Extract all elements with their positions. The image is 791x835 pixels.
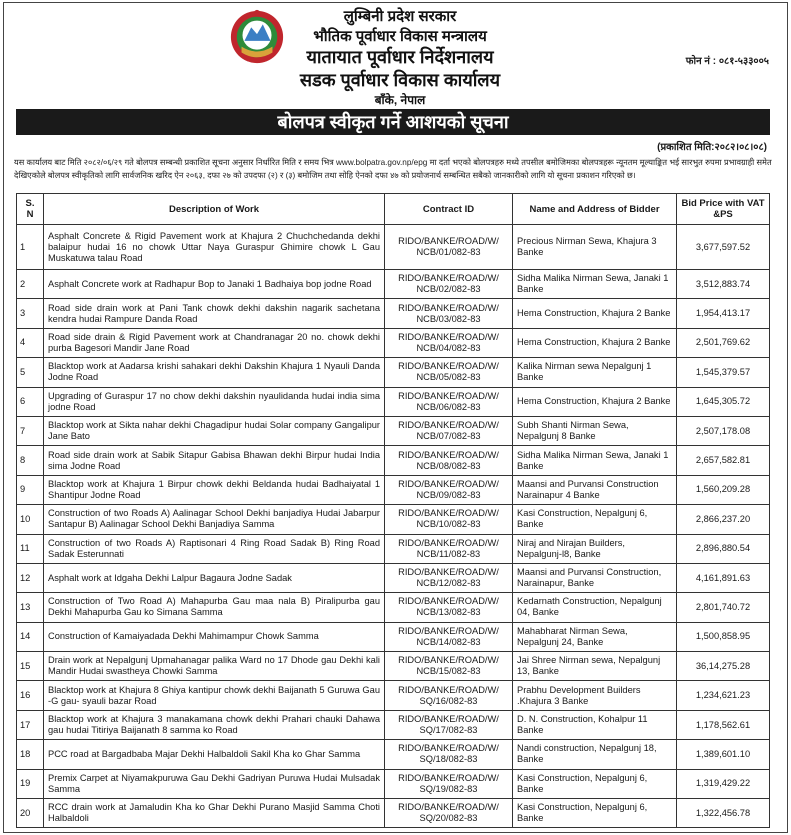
notice-title-banner: बोलपत्र स्वीकृत गर्ने आशयको सूचना [16, 109, 770, 135]
cell-sn: 9 [17, 475, 44, 504]
cell-description: Construction of two Roads A) Aalinagar School Dekhi banjadiya Hudai Jabarpur Santapur B) Aalinagar School Dekhi Banjadiya Samma [44, 505, 385, 534]
cell-contract-id: RIDO/BANKE/ROAD/W/ SQ/19/082-83 [385, 769, 513, 798]
cell-bid-price: 1,234,621.23 [677, 681, 770, 710]
cell-bid-price: 1,500,858.95 [677, 622, 770, 651]
cell-sn: 17 [17, 710, 44, 739]
header-ministry: भौतिक पूर्वाधार विकास मन्त्रालय [313, 28, 487, 45]
cell-bid-price: 4,161,891.63 [677, 563, 770, 592]
cell-bidder: D. N. Construction, Kohalpur 11 Banke [513, 710, 677, 739]
cell-contract-id: RIDO/BANKE/ROAD/W/ NCB/15/082-83 [385, 652, 513, 681]
cell-bidder: Kedarnath Construction, Nepalgunj 04, Banke [513, 593, 677, 622]
cell-contract-id: RIDO/BANKE/ROAD/W/ NCB/11/082-83 [385, 534, 513, 563]
cell-description: Blacktop work at Aadarsa krishi sahakari dekhi Dakshin Khajura 1 Nyauli Danda Jodne Road [44, 358, 385, 387]
cell-bid-price: 1,322,456.78 [677, 799, 770, 828]
cell-sn: 8 [17, 446, 44, 475]
header-location: बाँके, नेपाल [374, 93, 426, 107]
bid-acceptance-table [16, 193, 770, 828]
cell-sn: 16 [17, 681, 44, 710]
cell-bid-price: 36,14,275.28 [677, 652, 770, 681]
table-row [17, 652, 770, 681]
cell-description: Construction of Two Road A) Mahapurba Gau maa nala B) Piralipurba gau Dekhi Mahapurba Gau ko Simana Samma [44, 593, 385, 622]
cell-sn: 4 [17, 328, 44, 357]
cell-contract-id: RIDO/BANKE/ROAD/W/ NCB/13/082-83 [385, 593, 513, 622]
cell-description: Blacktop work at Khajura 8 Ghiya kantipur chowk dekhi Baijanath 5 Guruwa Gau -G gau- syauli bazar Road [44, 681, 385, 710]
cell-contract-id: RIDO/BANKE/ROAD/W/ NCB/02/082-83 [385, 270, 513, 299]
cell-bid-price: 1,389,601.10 [677, 740, 770, 769]
cell-description: Premix Carpet at Niyamakpuruwa Gau Dekhi Gadriyan Puruwa Hudai Mulsadak Samma [44, 769, 385, 798]
cell-contract-id: RIDO/BANKE/ROAD/W/ SQ/17/082-83 [385, 710, 513, 739]
cell-contract-id: RIDO/BANKE/ROAD/W/ SQ/20/082-83 [385, 799, 513, 828]
cell-description: Construction of Kamaiyadada Dekhi Mahimampur Chowk Samma [44, 622, 385, 651]
cell-bidder: Hema Construction, Khajura 2 Banke [513, 387, 677, 416]
table-row [17, 710, 770, 739]
cell-bidder: Kasi Construction, Nepalgunj 6, Banke [513, 799, 677, 828]
cell-bidder: Precious Nirman Sewa, Khajura 3 Banke [513, 225, 677, 270]
cell-sn: 12 [17, 563, 44, 592]
cell-description: Blacktop work at Khajura 1 Birpur chowk dekhi Beldanda hudai Badhaiyatal 1 Shantipur Jodne Road [44, 475, 385, 504]
cell-sn: 13 [17, 593, 44, 622]
cell-bidder: Kasi Construction, Nepalgunj 6, Banke [513, 769, 677, 798]
cell-contract-id: RIDO/BANKE/ROAD/W/ NCB/04/082-83 [385, 328, 513, 357]
cell-description: Road side drain & Rigid Pavement work at Chandranagar 20 no. chowk dekhi purba Bagesori Mandir Jane Road [44, 328, 385, 357]
cell-sn: 19 [17, 769, 44, 798]
cell-bidder: Subh Shanti Nirman Sewa, Nepalgunj 8 Banke [513, 416, 677, 445]
header-bidder: Name and Address of Bidder [513, 194, 677, 225]
cell-bidder: Mahabharat Nirman Sewa, Nepalgunj 24, Banke [513, 622, 677, 651]
table-row [17, 475, 770, 504]
cell-contract-id: RIDO/BANKE/ROAD/W/ NCB/06/082-83 [385, 387, 513, 416]
cell-bidder: Kalika Nirman sewa Nepalgunj 1 Banke [513, 358, 677, 387]
cell-sn: 7 [17, 416, 44, 445]
cell-bidder: Maansi and Purvansi Construction, Narainapur, Banke [513, 563, 677, 592]
cell-bidder: Maansi and Purvansi Construction Narainapur 4 Banke [513, 475, 677, 504]
cell-bidder: Hema Construction, Khajura 2 Banke [513, 299, 677, 328]
header-contract-id: Contract ID [385, 194, 513, 225]
header-bid-price: Bid Price with VAT &PS [677, 194, 770, 225]
phone-number: फोन नं : ०८१-५३३००५ [685, 56, 769, 67]
cell-contract-id: RIDO/BANKE/ROAD/W/ NCB/10/082-83 [385, 505, 513, 534]
cell-description: Drain work at Nepalgunj Upmahanagar palika Ward no 17 Dhode gau Dekhi kali Mandir Hudai swastheya Chowki Samma [44, 652, 385, 681]
cell-description: Asphalt Concrete work at Radhapur Bop to Janaki 1 Badhaiya bop jodne Road [44, 270, 385, 299]
header-province: लुम्बिनी प्रदेश सरकार [343, 8, 457, 25]
cell-sn: 15 [17, 652, 44, 681]
cell-description: RCC drain work at Jamaludin Kha ko Ghar Dekhi Purano Masjid Samma Choti Halbaldoli [44, 799, 385, 828]
cell-sn: 3 [17, 299, 44, 328]
cell-sn: 2 [17, 270, 44, 299]
header-directorate: यातायात पूर्वाधार निर्देशनालय [306, 47, 494, 67]
cell-bid-price: 3,677,597.52 [677, 225, 770, 270]
cell-description: Asphalt work at Idgaha Dekhi Lalpur Bagaura Jodne Sadak [44, 563, 385, 592]
table-row [17, 225, 770, 270]
table-row [17, 563, 770, 592]
cell-description: Road side drain work at Pani Tank chowk dekhi dakshin nagarik sachetana kendra hudai Rampure Danda Road [44, 299, 385, 328]
cell-bid-price: 1,645,305.72 [677, 387, 770, 416]
cell-bidder: Sidha Malika Nirman Sewa, Janaki 1 Banke [513, 270, 677, 299]
cell-bid-price: 2,801,740.72 [677, 593, 770, 622]
cell-description: Blacktop work at Sikta nahar dekhi Chagadipur hudai Solar company Gangalipur Jane Bato [44, 416, 385, 445]
cell-bid-price: 2,657,582.81 [677, 446, 770, 475]
cell-description: Asphalt Concrete & Rigid Pavement work at Khajura 2 Chuchchedanda dekhi balaipur hudai 16 no chowk Uttar Naya Guraspur Ghimire chowk L Gau Muskatuwa talau Road [44, 225, 385, 270]
cell-description: PCC road at Bargadbaba Majar Dekhi Halbaldoli Sakil Kha ko Ghar Samma [44, 740, 385, 769]
cell-bid-price: 1,545,379.57 [677, 358, 770, 387]
cell-bid-price: 2,896,880.54 [677, 534, 770, 563]
table-row [17, 534, 770, 563]
header-description: Description of Work [44, 194, 385, 225]
cell-sn: 14 [17, 622, 44, 651]
cell-contract-id: RIDO/BANKE/ROAD/W/ NCB/01/082-83 [385, 225, 513, 270]
cell-sn: 11 [17, 534, 44, 563]
table-row [17, 358, 770, 387]
table-row [17, 446, 770, 475]
cell-sn: 5 [17, 358, 44, 387]
header-office: सडक पूर्वाधार विकास कार्यालय [299, 70, 501, 90]
table-row [17, 622, 770, 651]
table-row [17, 681, 770, 710]
cell-bid-price: 1,319,429.22 [677, 769, 770, 798]
cell-description: Blacktop work at Khajura 3 manakamana chowk dekhi Prahari chauki Dahawa gau hudai Titiriya Baijanath 8 samma ko Road [44, 710, 385, 739]
table-row [17, 799, 770, 828]
cell-sn: 1 [17, 225, 44, 270]
table-row [17, 387, 770, 416]
cell-bidder: Prabhu Development Builders .Khajura 3 Banke [513, 681, 677, 710]
cell-description: Road side drain work at Sabik Sitapur Gabisa Bhawan dekhi Birpur hudai India sima Jodne Road [44, 446, 385, 475]
cell-contract-id: RIDO/BANKE/ROAD/W/ NCB/09/082-83 [385, 475, 513, 504]
cell-bidder: Nandi construction, Nepalgunj 18, Banke [513, 740, 677, 769]
cell-bid-price: 1,178,562.61 [677, 710, 770, 739]
cell-bid-price: 2,507,178.08 [677, 416, 770, 445]
cell-contract-id: RIDO/BANKE/ROAD/W/ NCB/05/082-83 [385, 358, 513, 387]
table-row [17, 270, 770, 299]
cell-contract-id: RIDO/BANKE/ROAD/W/ SQ/16/082-83 [385, 681, 513, 710]
cell-bid-price: 1,560,209.28 [677, 475, 770, 504]
table-row [17, 328, 770, 357]
cell-bidder: Kasi Construction, Nepalgunj 6, Banke [513, 505, 677, 534]
cell-bidder: Jai Shree Nirman sewa, Nepalgunj 13, Banke [513, 652, 677, 681]
published-date: (प्रकाशित मिति:२०८२।०८।०८) [657, 142, 767, 153]
intro-paragraph: यस कार्यालय बाट मिति २०८२/०६/२९ गते बोलपत्र सम्बन्धी प्रकाशित सूचना अनुसार निर्धारित मिति र समय भित्र www.bolpatra.gov.np/epg मा दर्ता भएको बोलपत्रहरु मध्ये तपसील बमोजिमका बोलपत्रहरू न्यूनतम मूल्याङ्कित भई सारभुत रुपमा प्रभावग्राही समेत देखिएकोले बोलपत्र स्वीकृतिको लागि सार्वजनिक खरिद ऐन २०६३, दफा २७ को उपदफा (२) र (३) बमोजिम तथा सोहि ऐनको दफा ४७ को प्रयोजनार्थ सम्बन्धित सबैको जानकारीको लागि यो सूचना प्रकाशन गरिएको छ। [14, 158, 772, 180]
cell-contract-id: RIDO/BANKE/ROAD/W/ SQ/18/082-83 [385, 740, 513, 769]
cell-sn: 20 [17, 799, 44, 828]
table-header-row [17, 194, 770, 225]
cell-contract-id: RIDO/BANKE/ROAD/W/ NCB/14/082-83 [385, 622, 513, 651]
cell-contract-id: RIDO/BANKE/ROAD/W/ NCB/07/082-83 [385, 416, 513, 445]
cell-bid-price: 2,501,769.62 [677, 328, 770, 357]
cell-sn: 6 [17, 387, 44, 416]
cell-contract-id: RIDO/BANKE/ROAD/W/ NCB/08/082-83 [385, 446, 513, 475]
cell-bid-price: 2,866,237.20 [677, 505, 770, 534]
cell-bidder: Hema Construction, Khajura 2 Banke [513, 328, 677, 357]
table-row [17, 769, 770, 798]
cell-contract-id: RIDO/BANKE/ROAD/W/ NCB/12/082-83 [385, 563, 513, 592]
cell-bidder: Sidha Malika Nirman Sewa, Janaki 1 Banke [513, 446, 677, 475]
cell-bid-price: 3,512,883.74 [677, 270, 770, 299]
cell-contract-id: RIDO/BANKE/ROAD/W/ NCB/03/082-83 [385, 299, 513, 328]
cell-description: Construction of two Roads A) Raptisonari 4 Ring Road Sadak B) Ring Road Sadak Esterunnati [44, 534, 385, 563]
table-row [17, 505, 770, 534]
header-sn: S. N [17, 194, 44, 225]
cell-description: Upgrading of Guraspur 17 no chow dekhi dakshin nyaulidanda hudai india sima jodne Road [44, 387, 385, 416]
cell-bid-price: 1,954,413.17 [677, 299, 770, 328]
table-row [17, 740, 770, 769]
cell-sn: 10 [17, 505, 44, 534]
cell-sn: 18 [17, 740, 44, 769]
table-row [17, 593, 770, 622]
table-row [17, 416, 770, 445]
table-row [17, 299, 770, 328]
cell-bidder: Niraj and Nirajan Builders, Nepalgunj-l8, Banke [513, 534, 677, 563]
